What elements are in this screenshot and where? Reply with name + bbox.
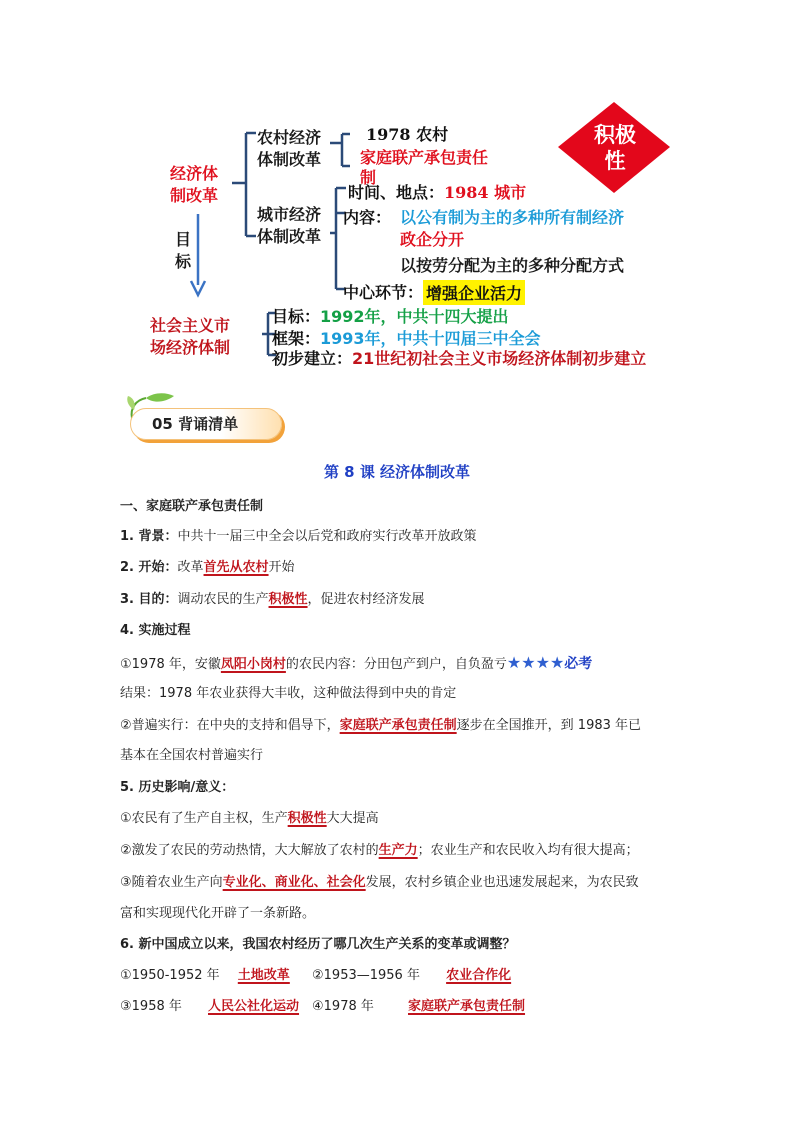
answer-row-1: [120, 966, 290, 986]
market-line-2: 场经济体制: [150, 338, 231, 357]
impact-2-highlight: 生产力: [378, 843, 418, 858]
impact-1-pre: ①农民有了生产自主权，生产: [120, 811, 288, 826]
star-icon: ★★★★: [506, 653, 565, 672]
bg-line: [120, 527, 477, 547]
core-label: 中心环节：: [343, 283, 424, 302]
heading-1: 一、家庭联产承包责任制: [120, 499, 264, 514]
urban-line-2: 体制改革: [257, 227, 322, 246]
goal-label: 目标：: [272, 307, 321, 326]
impact-3-line-2: 富和实现现代化开辟了一条新路。: [120, 906, 316, 921]
process-1: [120, 653, 592, 675]
urban-time: [348, 180, 526, 203]
answer-row-2b: [312, 997, 525, 1017]
urban-line-1: 城市经济: [257, 205, 322, 224]
process-2-highlight: 家庭联产承包责任制: [339, 718, 457, 733]
badge-text: [594, 122, 636, 174]
badge-line-1: 积极: [594, 123, 636, 147]
process-1-post: 的农民内容：分田包产到户，自负盈亏: [285, 657, 507, 672]
aim-label: 3. 目的：: [120, 592, 178, 607]
answer-3: 人民公社化运动: [208, 999, 300, 1014]
content-label: 内容：: [343, 208, 392, 227]
rural-system-line-1: 家庭联产承包责任: [360, 148, 489, 167]
init-label: 初步建立：: [272, 349, 353, 368]
impact-3-highlight: 专业化、商业化、社会化: [222, 875, 366, 890]
answer-1: 土地改革: [237, 968, 290, 983]
goal-arrow-label: [175, 229, 191, 273]
core-value: 增强企业活力: [423, 280, 525, 305]
question-6: 6. 新中国成立以来，我国农村经历了哪几次生产关系的变革或调整？: [120, 937, 516, 952]
root-line-2: 制改革: [170, 186, 219, 205]
process-2-pre: ②普遍实行：在中央的支持和倡导下，: [120, 718, 340, 733]
bg-label: 1. 背景：: [120, 529, 178, 544]
impact-3-pre: ③随着农业生产向: [120, 875, 223, 890]
answer-3-pre: ③1958 年: [120, 999, 182, 1014]
start-line: [120, 558, 295, 578]
impact-heading: 5. 历史影响/意义：: [120, 780, 235, 795]
impact-1: [120, 809, 379, 829]
root-line-1: 经济体: [170, 164, 219, 183]
init-row: [272, 346, 646, 369]
bg-text: 中共十一届三中全会以后党和政府实行改革开放政策: [177, 529, 477, 544]
section-tag: [118, 390, 288, 442]
process-1-highlight: 凤阳小岗村: [220, 657, 286, 672]
aim-line: [120, 590, 425, 610]
process-1-pre: ①1978 年，安徽: [120, 657, 221, 672]
init-value: 21世纪初社会主义市场经济体制初步建立: [352, 349, 647, 368]
answer-row-1b: [312, 966, 511, 986]
lesson-title: 第 8 课 经济体制改革: [323, 463, 471, 481]
process-heading: 4. 实施过程: [120, 623, 191, 638]
market-node: [150, 315, 230, 359]
start-pre: 改革: [177, 560, 204, 575]
rural-system-line-2: 制: [360, 168, 377, 187]
frame-value: 1993年，中共十四届三中全会: [320, 329, 541, 348]
urban-node: [257, 204, 321, 248]
impact-2-post: ；农业生产和农民收入均有很大提高；: [417, 843, 639, 858]
content-3: 以按劳分配为主的多种分配方式: [400, 256, 625, 275]
impact-1-highlight: 积极性: [287, 811, 327, 826]
answer-4: 家庭联产承包责任制: [408, 999, 526, 1014]
rural-line-1: 农村经济: [257, 128, 322, 147]
aim-post: ，促进农村经济发展: [307, 592, 425, 607]
section-tag-label: 05 背诵清单: [152, 415, 239, 433]
aim-highlight: 积极性: [268, 592, 308, 607]
impact-3: [120, 873, 639, 893]
answer-4-pre: ④1978 年: [312, 999, 374, 1014]
urban-time-label: 时间、地点：: [348, 183, 445, 202]
start-label: 2. 开始：: [120, 560, 178, 575]
process-2-post: 逐步在全国推开，到 1983 年已: [456, 718, 642, 733]
impact-1-post: 大大提高: [326, 811, 379, 826]
root-node: [170, 163, 218, 207]
goal-arrow-label-2: 标: [175, 252, 192, 271]
answer-2: 农业合作化: [446, 968, 512, 983]
impact-2-pre: ②激发了农民的劳动热情，大大解放了农村的: [120, 843, 379, 858]
process-2: [120, 716, 641, 736]
goal-arrow-label-1: 目: [175, 230, 192, 249]
aim-pre: 调动农民的生产: [177, 592, 269, 607]
impact-3-post: 发展，农村乡镇企业也迅速发展起来，为农民致: [365, 875, 639, 890]
market-line-1: 社会主义市: [150, 316, 231, 335]
frame-label: 框架：: [272, 329, 321, 348]
start-highlight: 首先从农村: [203, 560, 269, 575]
answer-1-pre: ①1950-1952 年: [120, 968, 220, 983]
must-tag: 必考: [564, 656, 593, 672]
process-2-line-2: 基本在全国农村普遍实行: [120, 748, 264, 763]
content-1: 以公有制为主的多种所有制经济: [400, 208, 625, 227]
rural-node: [257, 127, 321, 171]
answer-2-pre: ②1953—1956 年: [312, 968, 420, 983]
goal-row: [272, 304, 509, 327]
answer-row-2: [120, 997, 299, 1017]
impact-2: [120, 841, 639, 861]
rural-line-2: 体制改革: [257, 150, 322, 169]
goal-value: 1992年，中共十四大提出: [320, 307, 509, 326]
badge-line-2: 性: [604, 149, 626, 173]
content-2: 政企分开: [400, 230, 465, 249]
start-post: 开始: [268, 560, 295, 575]
urban-time-value: 1984 城市: [444, 183, 527, 202]
rural-time: 1978 农村: [366, 125, 449, 144]
result-line: 结果：1978 年农业获得大丰收，这种做法得到中央的肯定: [120, 686, 457, 701]
